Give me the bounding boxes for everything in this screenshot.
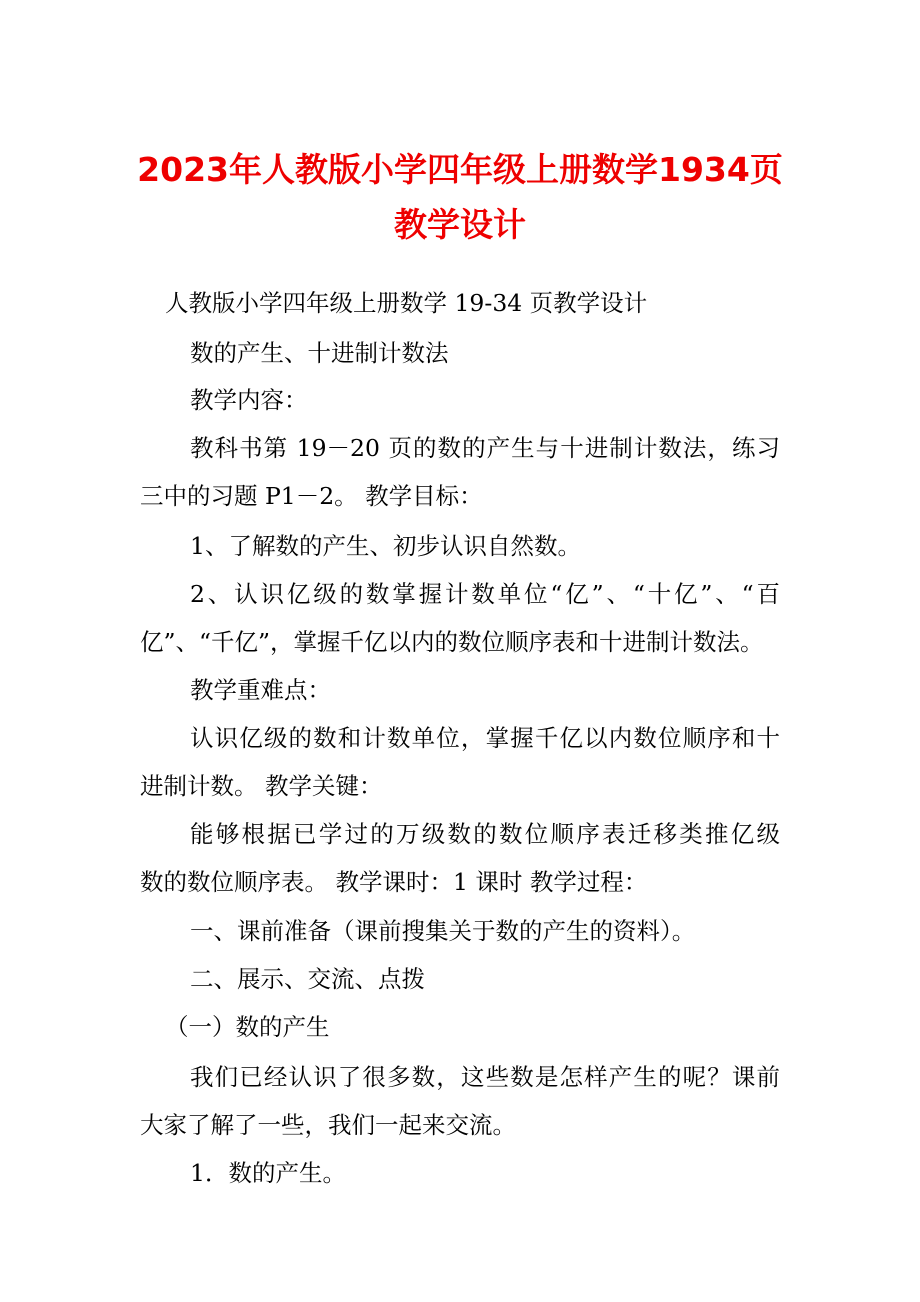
paragraph-line: 我们已经认识了很多数，这些数是怎样产生的呢？课前 xyxy=(190,1063,780,1091)
paragraph-line: 认识亿级的数和计数单位，掌握千亿以内数位顺序和十 xyxy=(190,724,780,752)
paragraph-line: 大家了解了一些，我们一起来交流。 xyxy=(140,1111,516,1139)
paragraph-line: 1、了解数的产生、初步认识自然数。 xyxy=(190,532,581,560)
document-title-line-2: 教学设计 xyxy=(394,205,526,244)
paragraph-line: 亿”、“千亿”，掌握千亿以内的数位顺序表和十进制计数法。 xyxy=(140,628,764,656)
paragraph-line: 教学内容： xyxy=(190,386,308,414)
paragraph-line: 一、课前准备（课前搜集关于数的产生的资料）。 xyxy=(190,917,696,945)
document-title-line-1: 2023年人教版小学四年级上册数学1934页 xyxy=(137,150,783,189)
paragraph-line: 数的数位顺序表。 教学课时：1 课时 教学过程： xyxy=(140,868,648,896)
paragraph-line: 教学重难点： xyxy=(190,676,331,704)
paragraph-line: 二、展示、交流、点拨 xyxy=(190,965,425,993)
paragraph-line: 能够根据已学过的万级数的数位顺序表迁移类推亿级 xyxy=(190,820,780,848)
paragraph-line: 三中的习题 P1－2。 教学目标： xyxy=(140,482,483,510)
paragraph-line: 进制计数。 教学关键： xyxy=(140,772,383,800)
paragraph-line: 教科书第 19－20 页的数的产生与十进制计数法，练习 xyxy=(190,434,780,462)
paragraph-line: 2、认识亿级的数掌握计数单位“亿”、“十亿”、“百 xyxy=(190,580,780,608)
subtitle-line: 人教版小学四年级上册数学 19-34 页教学设计 xyxy=(165,289,648,317)
paragraph-line: （一）数的产生 xyxy=(165,1013,330,1041)
paragraph-line: 1．数的产生。 xyxy=(190,1159,346,1187)
section-heading: 数的产生、十进制计数法 xyxy=(190,339,449,367)
